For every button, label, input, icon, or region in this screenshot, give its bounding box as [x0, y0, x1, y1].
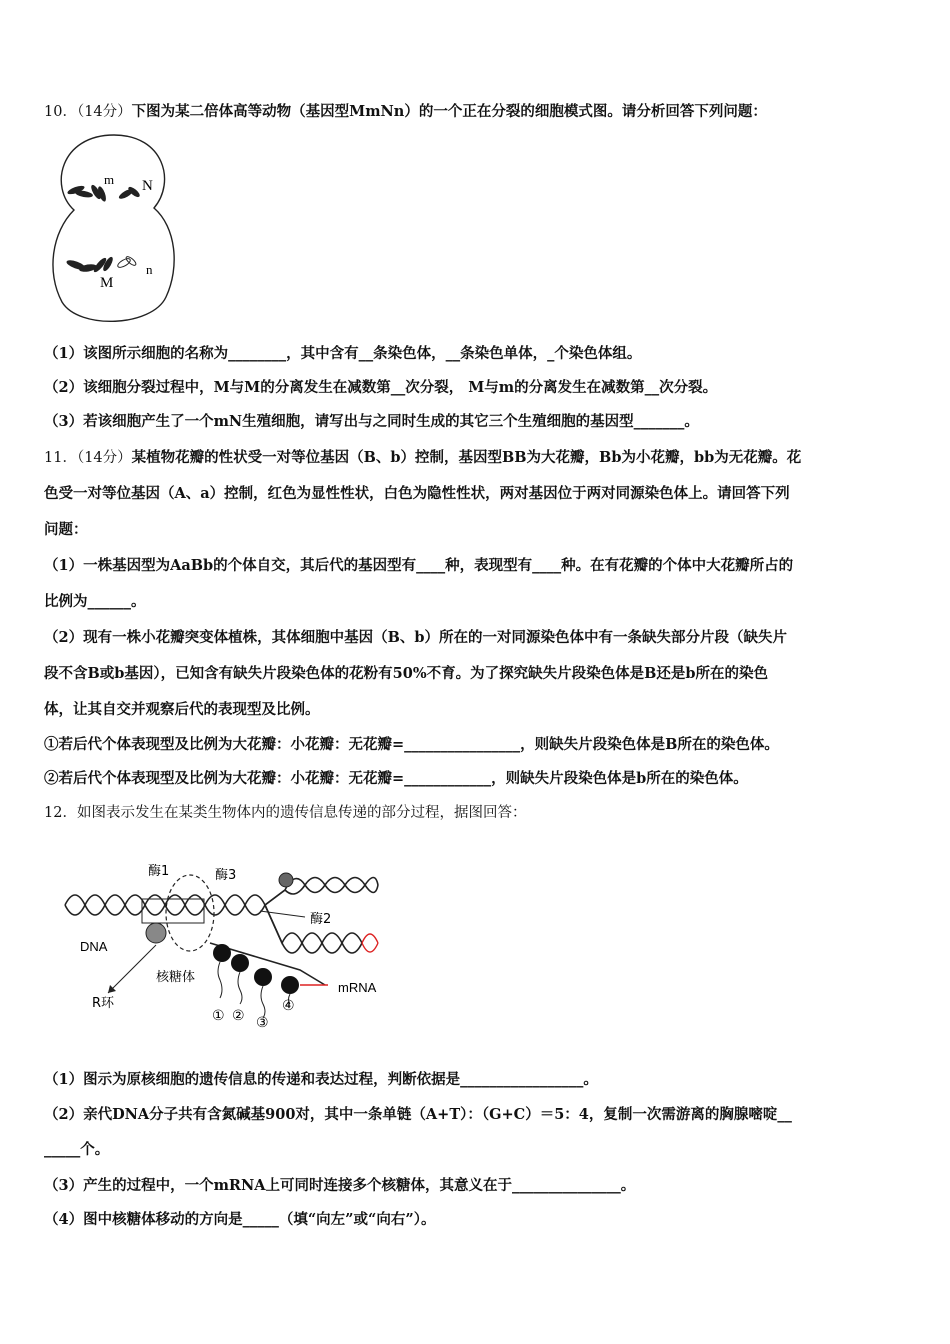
- q11-header: [44, 448, 914, 468]
- q11-option2: ②若后代个体表现型及比例为大花瓣：小花瓣：无花瓣=____________，则缺失片段染色体是b所在的染色体。: [44, 770, 748, 787]
- chromosome-M: [65, 256, 114, 274]
- q11-option1: ①若后代个体表现型及比例为大花瓣：小花瓣：无花瓣=________________，则缺失片段染色体是B所在的染色体。: [44, 736, 779, 753]
- q12-sub2-b: _____个。: [44, 1141, 110, 1158]
- q10-header: [44, 102, 914, 122]
- q12-sub1: （1）图示为原核细胞的遗传信息的传递和表达过程，判断依据是_________________。: [44, 1071, 598, 1088]
- new-strand-red: [362, 934, 378, 952]
- q11-line2: 色受一对等位基因（A、a）控制，红色为显性性状，白色为隐性性状，两对基因位于两对同源染色体上。请回答下列: [44, 485, 790, 502]
- cell-division-figure: [44, 132, 184, 332]
- chromosome-n: [116, 255, 137, 269]
- label-dna: DNA: [80, 939, 108, 954]
- q10-sub3: （3）若该细胞产生了一个mN生殖细胞，请写出与之同时生成的其它三个生殖细胞的基因型_______。: [44, 413, 699, 430]
- transcription-translation-figure: [60, 855, 390, 1030]
- q10-text: 下图为某二倍体高等动物（基因型MmNn）的一个正在分裂的细胞模式图。请分析回答下列问题：: [131, 103, 767, 120]
- label-N: N: [142, 178, 153, 194]
- q11-line3: 问题：: [44, 521, 88, 538]
- q11-sub1-b: 比例为______。: [44, 593, 146, 610]
- label-enzyme3: 酶3: [215, 868, 237, 883]
- q11-number: 11．（14分）: [44, 450, 132, 466]
- cell-membrane: [53, 135, 174, 321]
- label-M: M: [100, 275, 114, 291]
- enzyme1-ball: [146, 923, 166, 943]
- label-m: m: [104, 172, 115, 187]
- label-circle-2: ②: [232, 1008, 245, 1024]
- q10-sub1: （1）该图所示细胞的名称为________，其中含有__条染色体，__条染色单体，_个染色体组。: [44, 345, 642, 362]
- q10-sub2: （2）该细胞分裂过程中，M与M的分离发生在减数第__次分裂， M与m的分离发生在减数第__次分裂。: [44, 379, 718, 396]
- enzyme1-block: [142, 899, 204, 923]
- q12-sub3: （3）产生的过程中，一个mRNA上可同时连接多个核糖体，其意义在于_______________。: [44, 1177, 636, 1194]
- label-circle-3: ③: [256, 1015, 269, 1030]
- label-mrna: mRNA: [338, 980, 377, 995]
- q11-sub2-b: 段不含B或b基因），已知含有缺失片段染色体的花粉有50%不育。为了探究缺失片段染色体是B还是b所在的染色: [44, 665, 768, 682]
- q11-text: 某植物花瓣的性状受一对等位基因（B、b）控制，基因型BB为大花瓣，Bb为小花瓣，bb为无花瓣。花: [131, 449, 802, 466]
- enzyme3-ball: [279, 873, 293, 887]
- label-enzyme1: 酶1: [148, 864, 170, 879]
- ribosomes: [213, 944, 299, 994]
- chromosome-m: [67, 184, 108, 203]
- label-n: n: [146, 262, 153, 277]
- peptide-chains: [218, 962, 290, 1018]
- q12-header: 12．如图表示发生在某类生物体内的遗传信息传递的部分过程，据图回答：: [44, 805, 527, 821]
- q11-sub2-c: 体，让其自交并观察后代的表现型及比例。: [44, 701, 320, 718]
- q11-sub2-a: （2）现有一株小花瓣突变体植株，其体细胞中基因（B、b）所在的一对同源染色体中有一条缺失部分片段（缺失片: [44, 629, 787, 646]
- q11-sub1-a: （1）一株基因型为AaBb的个体自交，其后代的基因型有____种，表现型有____种。在有花瓣的个体中大花瓣所占的: [44, 557, 794, 574]
- label-enzyme2: 酶2: [310, 912, 332, 927]
- label-circle-4: ④: [282, 998, 295, 1014]
- q12-sub4: （4）图中核糖体移动的方向是_____（填“向左”或“向右”）。: [44, 1211, 436, 1228]
- label-r-loop: R环: [92, 996, 115, 1011]
- label-ribosome: 核糖体: [156, 970, 196, 985]
- q10-number: 10．（14分）: [44, 104, 132, 120]
- label-circle-1: ①: [212, 1008, 225, 1024]
- chromosome-N: [118, 185, 142, 200]
- q12-sub2-a: （2）亲代DNA分子共有含氮碱基900对，其中一条单链（A+T）：（G+C）＝5：4，复制一次需游离的胸腺嘧啶__: [44, 1106, 792, 1123]
